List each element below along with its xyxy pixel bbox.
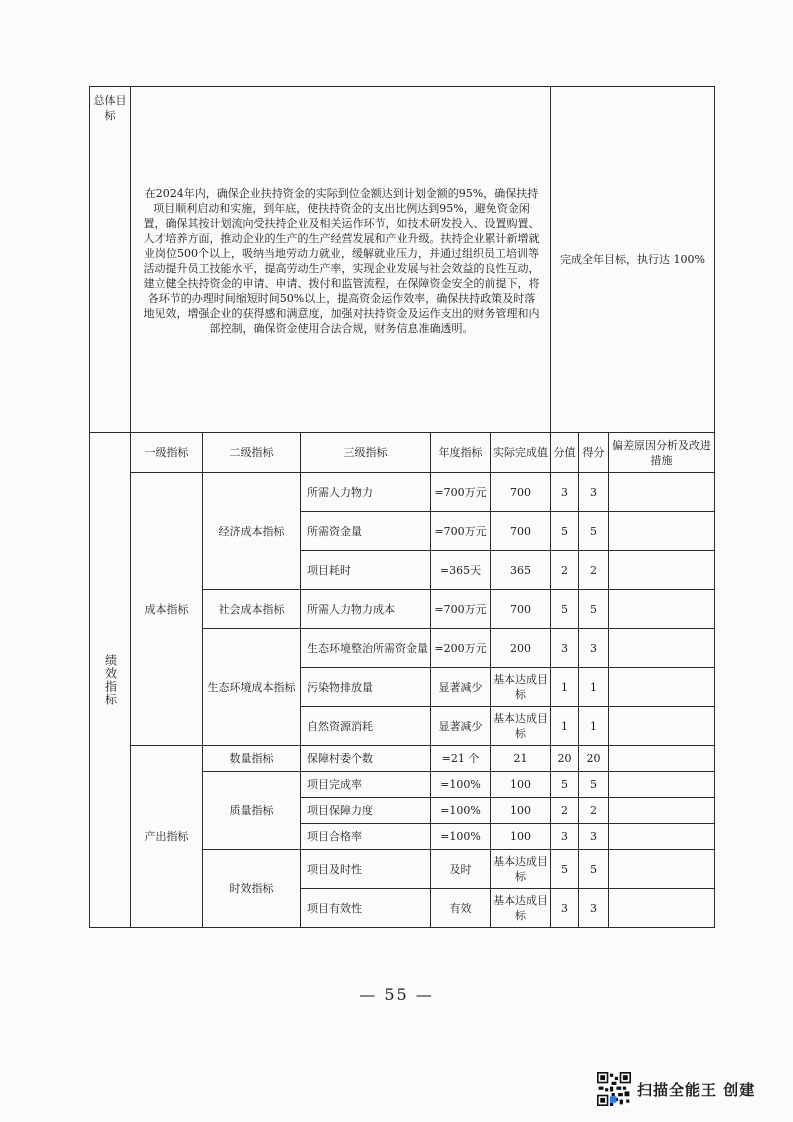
cell-reason bbox=[609, 746, 715, 772]
cell-got: 5 bbox=[579, 850, 609, 889]
cell-target: =21 个 bbox=[431, 746, 491, 772]
cell-actual: 100 bbox=[491, 772, 551, 798]
cell-score: 3 bbox=[551, 473, 579, 512]
cell-reason bbox=[609, 590, 715, 629]
cell-reason bbox=[609, 473, 715, 512]
cell-score: 2 bbox=[551, 798, 579, 824]
cell-actual: 基本达成目标 bbox=[491, 707, 551, 746]
watermark bbox=[597, 1071, 755, 1107]
cell-score: 3 bbox=[551, 629, 579, 668]
cell-reason bbox=[609, 707, 715, 746]
cell-l3: 项目合格率 bbox=[301, 824, 431, 850]
cell-got: 3 bbox=[579, 889, 609, 928]
qr-code-icon bbox=[597, 1072, 631, 1106]
cell-l3: 项目耗时 bbox=[301, 551, 431, 590]
cell-reason bbox=[609, 889, 715, 928]
cell-reason bbox=[609, 512, 715, 551]
cell-actual: 100 bbox=[491, 824, 551, 850]
cell-got: 1 bbox=[579, 668, 609, 707]
cell-score: 5 bbox=[551, 590, 579, 629]
col-reason: 偏差原因分析及改进措施 bbox=[609, 433, 715, 473]
group-time: 时效指标 bbox=[203, 850, 301, 928]
cell-score: 1 bbox=[551, 707, 579, 746]
cell-l3: 项目有效性 bbox=[301, 889, 431, 928]
cell-reason bbox=[609, 824, 715, 850]
cell-got: 3 bbox=[579, 473, 609, 512]
cell-got: 5 bbox=[579, 512, 609, 551]
goal-result: 完成全年目标，执行达 100% bbox=[551, 87, 715, 433]
cell-got: 20 bbox=[579, 746, 609, 772]
col-l3: 三级指标 bbox=[301, 433, 431, 473]
performance-table bbox=[89, 86, 715, 928]
cell-target: 有效 bbox=[431, 889, 491, 928]
group-cost: 成本指标 bbox=[131, 473, 203, 746]
cell-target: 及时 bbox=[431, 850, 491, 889]
cell-actual: 700 bbox=[491, 590, 551, 629]
col-l1: 一级指标 bbox=[131, 433, 203, 473]
cell-score: 3 bbox=[551, 824, 579, 850]
cell-got: 5 bbox=[579, 772, 609, 798]
group-econ: 经济成本指标 bbox=[203, 473, 301, 590]
perf-label-cell bbox=[90, 433, 131, 928]
group-quality: 质量指标 bbox=[203, 772, 301, 850]
cell-target: =700万元 bbox=[431, 512, 491, 551]
cell-score: 1 bbox=[551, 668, 579, 707]
cell-target: =100% bbox=[431, 824, 491, 850]
cell-actual: 21 bbox=[491, 746, 551, 772]
goal-label: 总体目标 bbox=[90, 87, 131, 433]
cell-l3: 项目完成率 bbox=[301, 772, 431, 798]
cell-score: 5 bbox=[551, 850, 579, 889]
cell-reason bbox=[609, 850, 715, 889]
cell-target: =365天 bbox=[431, 551, 491, 590]
cell-target: 显著减少 bbox=[431, 707, 491, 746]
goal-row bbox=[90, 87, 715, 433]
goal-text: 在2024年内，确保企业扶持资金的实际到位金额达到计划金额的95%，确保扶持项目顺利启动和实施，到年底，使扶持资金的支出比例达到95%，避免资金闲置，确保其按计划流向受扶持企业及相关运作环节，如技术研发投入、设置购置、人才培养方面，推动企业的生产的生产经营发展和产业升级。扶持企业累计新增就业岗位500个以上，吸纳当地劳动力就业，缓解就业压力，并通过组织员工培训等活动提升员工技能水平，提高劳动生产率，实现企业发展与社会效益的良性互动，建立健全扶持资金的申请、申请、拨付和监管流程，在保障资金安全的前提下，将各环节的办理时间缩短时间50%以上，提高资金运作效率，确保扶持政策及时落地见效，增强企业的获得感和满意度，加强对扶持资金及运作支出的财务管理和内部控制，确保资金使用合法合规，财务信息准确透明。 bbox=[131, 87, 551, 433]
cell-got: 3 bbox=[579, 824, 609, 850]
cell-l3: 项目保障力度 bbox=[301, 798, 431, 824]
cell-target: =100% bbox=[431, 798, 491, 824]
cell-reason bbox=[609, 772, 715, 798]
cell-reason bbox=[609, 798, 715, 824]
cell-got: 2 bbox=[579, 798, 609, 824]
header-row bbox=[90, 433, 715, 473]
cell-target: =100% bbox=[431, 772, 491, 798]
cell-actual: 基本达成目标 bbox=[491, 850, 551, 889]
cell-actual: 基本达成目标 bbox=[491, 889, 551, 928]
cell-reason bbox=[609, 551, 715, 590]
cell-l3: 所需人力物力成本 bbox=[301, 590, 431, 629]
col-actual: 实际完成值 bbox=[491, 433, 551, 473]
cell-actual: 365 bbox=[491, 551, 551, 590]
cell-l3: 保障村委个数 bbox=[301, 746, 431, 772]
cell-actual: 100 bbox=[491, 798, 551, 824]
cell-actual: 200 bbox=[491, 629, 551, 668]
table-row bbox=[90, 473, 715, 512]
cell-got: 2 bbox=[579, 551, 609, 590]
cell-reason bbox=[609, 668, 715, 707]
cell-l3: 生态环境整治所需资金量 bbox=[301, 629, 431, 668]
group-social: 社会成本指标 bbox=[203, 590, 301, 629]
cell-target: =700万元 bbox=[431, 590, 491, 629]
cell-l3: 所需人力物力 bbox=[301, 473, 431, 512]
cell-score: 2 bbox=[551, 551, 579, 590]
perf-label: 绩效指标 bbox=[103, 654, 118, 706]
cell-actual: 700 bbox=[491, 473, 551, 512]
cell-score: 5 bbox=[551, 512, 579, 551]
cell-got: 3 bbox=[579, 629, 609, 668]
cell-l3: 污染物排放量 bbox=[301, 668, 431, 707]
cell-actual: 基本达成目标 bbox=[491, 668, 551, 707]
group-output: 产出指标 bbox=[131, 746, 203, 928]
cell-score: 5 bbox=[551, 772, 579, 798]
watermark-text: 扫描全能王 创建 bbox=[637, 1080, 756, 1099]
col-got: 得分 bbox=[579, 433, 609, 473]
cell-got: 5 bbox=[579, 590, 609, 629]
cell-target: =700万元 bbox=[431, 473, 491, 512]
cell-score: 20 bbox=[551, 746, 579, 772]
cell-l3: 项目及时性 bbox=[301, 850, 431, 889]
cell-actual: 700 bbox=[491, 512, 551, 551]
page-number: — 55 — bbox=[359, 985, 434, 1004]
cell-score: 3 bbox=[551, 889, 579, 928]
group-eco: 生态环境成本指标 bbox=[203, 629, 301, 746]
cell-got: 1 bbox=[579, 707, 609, 746]
cell-target: 显著减少 bbox=[431, 668, 491, 707]
cell-target: =200万元 bbox=[431, 629, 491, 668]
table-row bbox=[90, 746, 715, 772]
col-l2: 二级指标 bbox=[203, 433, 301, 473]
cell-reason bbox=[609, 629, 715, 668]
group-qty: 数量指标 bbox=[203, 746, 301, 772]
col-score: 分值 bbox=[551, 433, 579, 473]
cell-l3: 自然资源消耗 bbox=[301, 707, 431, 746]
col-target: 年度指标 bbox=[431, 433, 491, 473]
cell-l3: 所需资金量 bbox=[301, 512, 431, 551]
